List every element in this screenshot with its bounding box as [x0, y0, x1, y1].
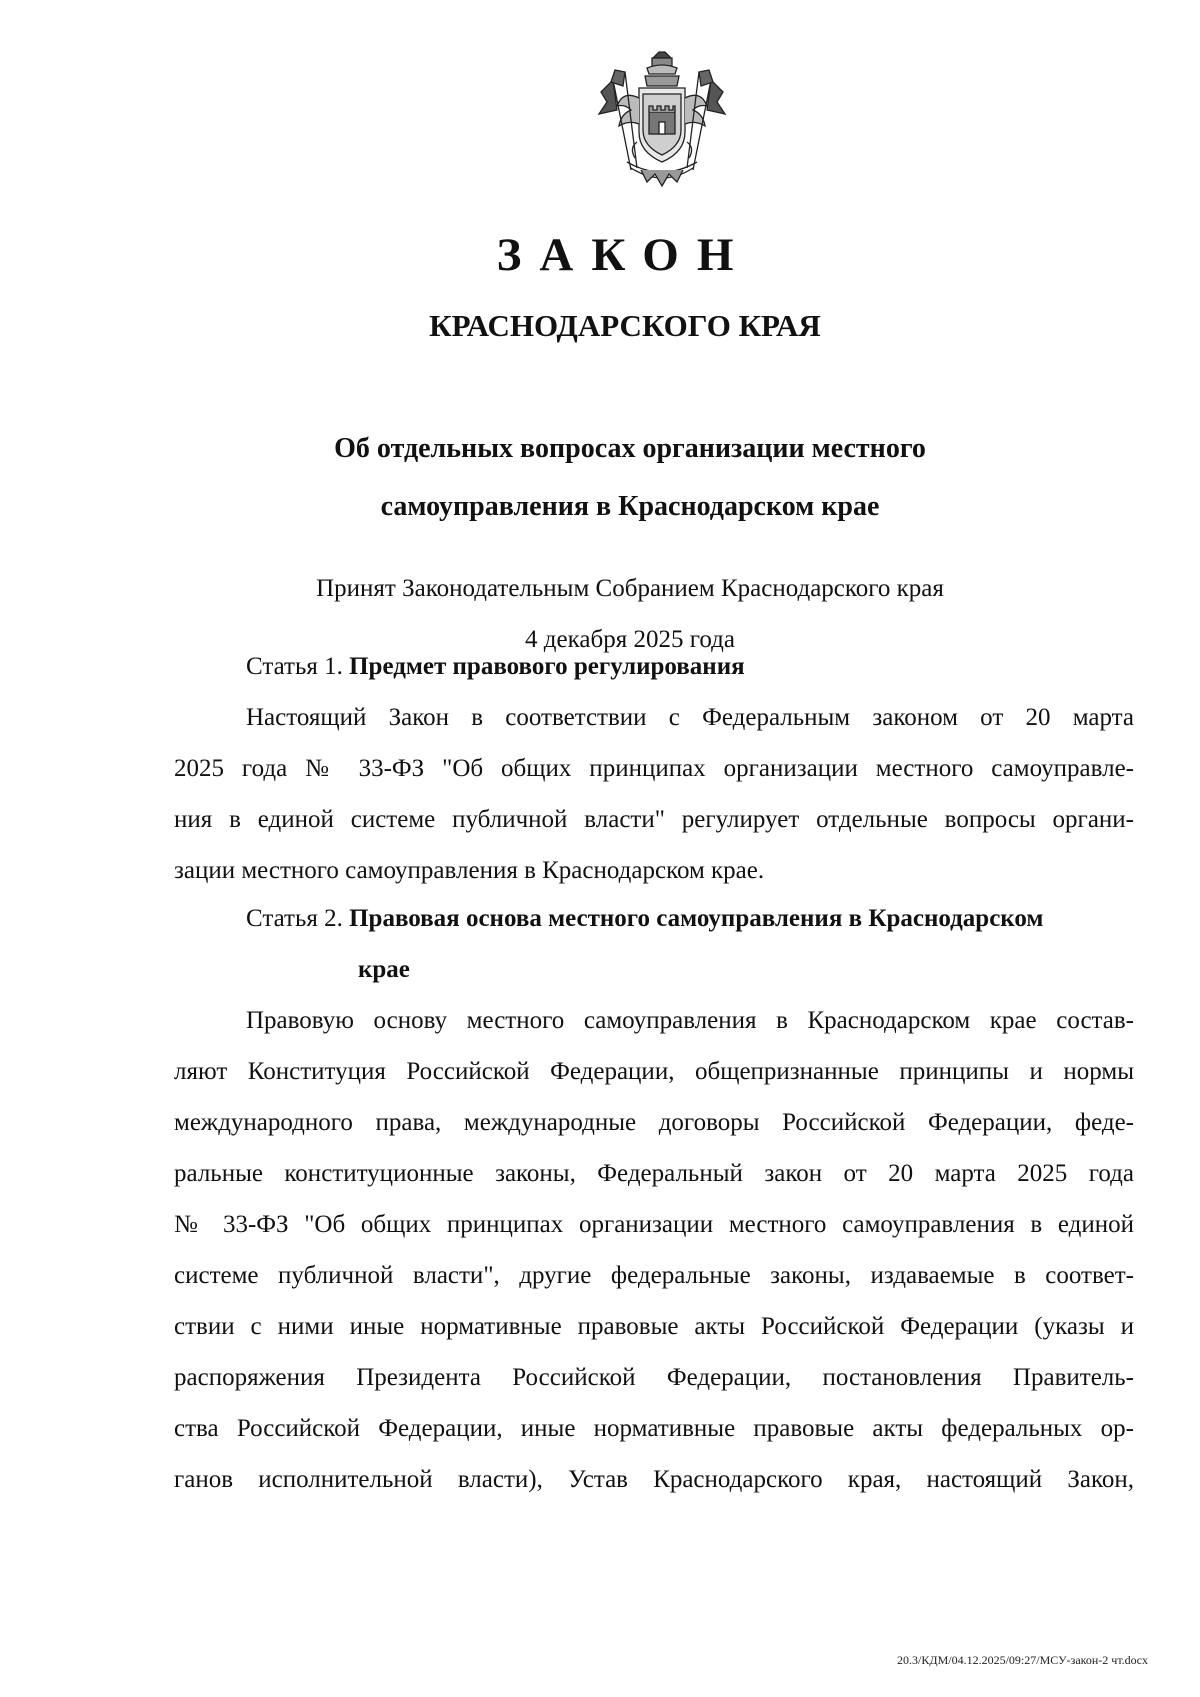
- paragraph-line: Настоящий Закон в соответствии с Федеральным законом от 20 марта: [246, 704, 1134, 731]
- paragraph-line: № 33-ФЗ "Об общих принципах организации местного самоуправления в единой: [174, 1211, 1134, 1238]
- article-1-heading: [246, 641, 1136, 692]
- paragraph-line: ния в единой системе публичной власти" регулирует отдельные вопросы органи-: [174, 806, 1134, 833]
- article-2-heading-continued: [358, 944, 1200, 995]
- law-name-line: самоуправления в Краснодарском крае: [380, 491, 880, 522]
- paragraph-line: распоряжения Президента Российской Федерации, постановления Правитель-: [174, 1364, 1134, 1391]
- paragraph-line: международного права, международные договоры Российской Федерации, феде-: [174, 1109, 1134, 1136]
- law-name-line: Об отдельных вопросах организации местного: [334, 433, 926, 464]
- article-title: Правовая основа местного самоуправления в Краснодарском: [349, 905, 1044, 932]
- document-title: ЗАКОН: [496, 229, 752, 281]
- paragraph-line: 2025 года № 33-ФЗ "Об общих принципах организации местного самоуправле-: [174, 755, 1134, 782]
- article-2-heading: [246, 893, 1136, 944]
- paragraph-line: ляют Конституция Российской Федерации, общепризнанные принципы и нормы: [174, 1058, 1134, 1085]
- article-label: Статья 1.: [246, 653, 343, 680]
- article-title: Предмет правового регулирования: [349, 653, 745, 680]
- paragraph-line: зации местного самоуправления в Краснодарском крае.: [174, 857, 765, 884]
- krasnodar-coat-of-arms-icon: [597, 50, 727, 190]
- adoption-date: 4 декабря 2025 года: [525, 626, 735, 653]
- adoption-body: Принят Законодательным Собранием Краснодарского края: [316, 575, 944, 602]
- article-title: крае: [358, 956, 410, 983]
- paragraph-line: ральные конституционные законы, Федеральный закон от 20 марта 2025 года: [174, 1160, 1134, 1187]
- article-label: Статья 2.: [246, 905, 343, 932]
- article-1-body: [174, 692, 1134, 896]
- paragraph-line: ганов исполнительной власти), Устав Краснодарского края, настоящий Закон,: [174, 1466, 1134, 1493]
- paragraph-line: системе публичной власти", другие федеральные законы, издаваемые в соответ-: [174, 1262, 1134, 1289]
- law-name: [0, 420, 1200, 536]
- article-2-body: [174, 995, 1134, 1505]
- paragraph-line: ствии с ними иные нормативные правовые акты Российской Федерации (указы и: [174, 1313, 1134, 1340]
- file-reference-footer: 20.3/КДМ/04.12.2025/09:27/МСУ-закон-2 чт.docx: [897, 1653, 1148, 1667]
- paragraph-line: Правовую основу местного самоуправления в Краснодарском крае состав-: [246, 1007, 1134, 1034]
- document-subtitle: КРАСНОДАРСКОГО КРАЯ: [429, 308, 821, 343]
- paragraph-line: ства Российской Федерации, иные нормативные правовые акты федеральных ор-: [174, 1415, 1134, 1442]
